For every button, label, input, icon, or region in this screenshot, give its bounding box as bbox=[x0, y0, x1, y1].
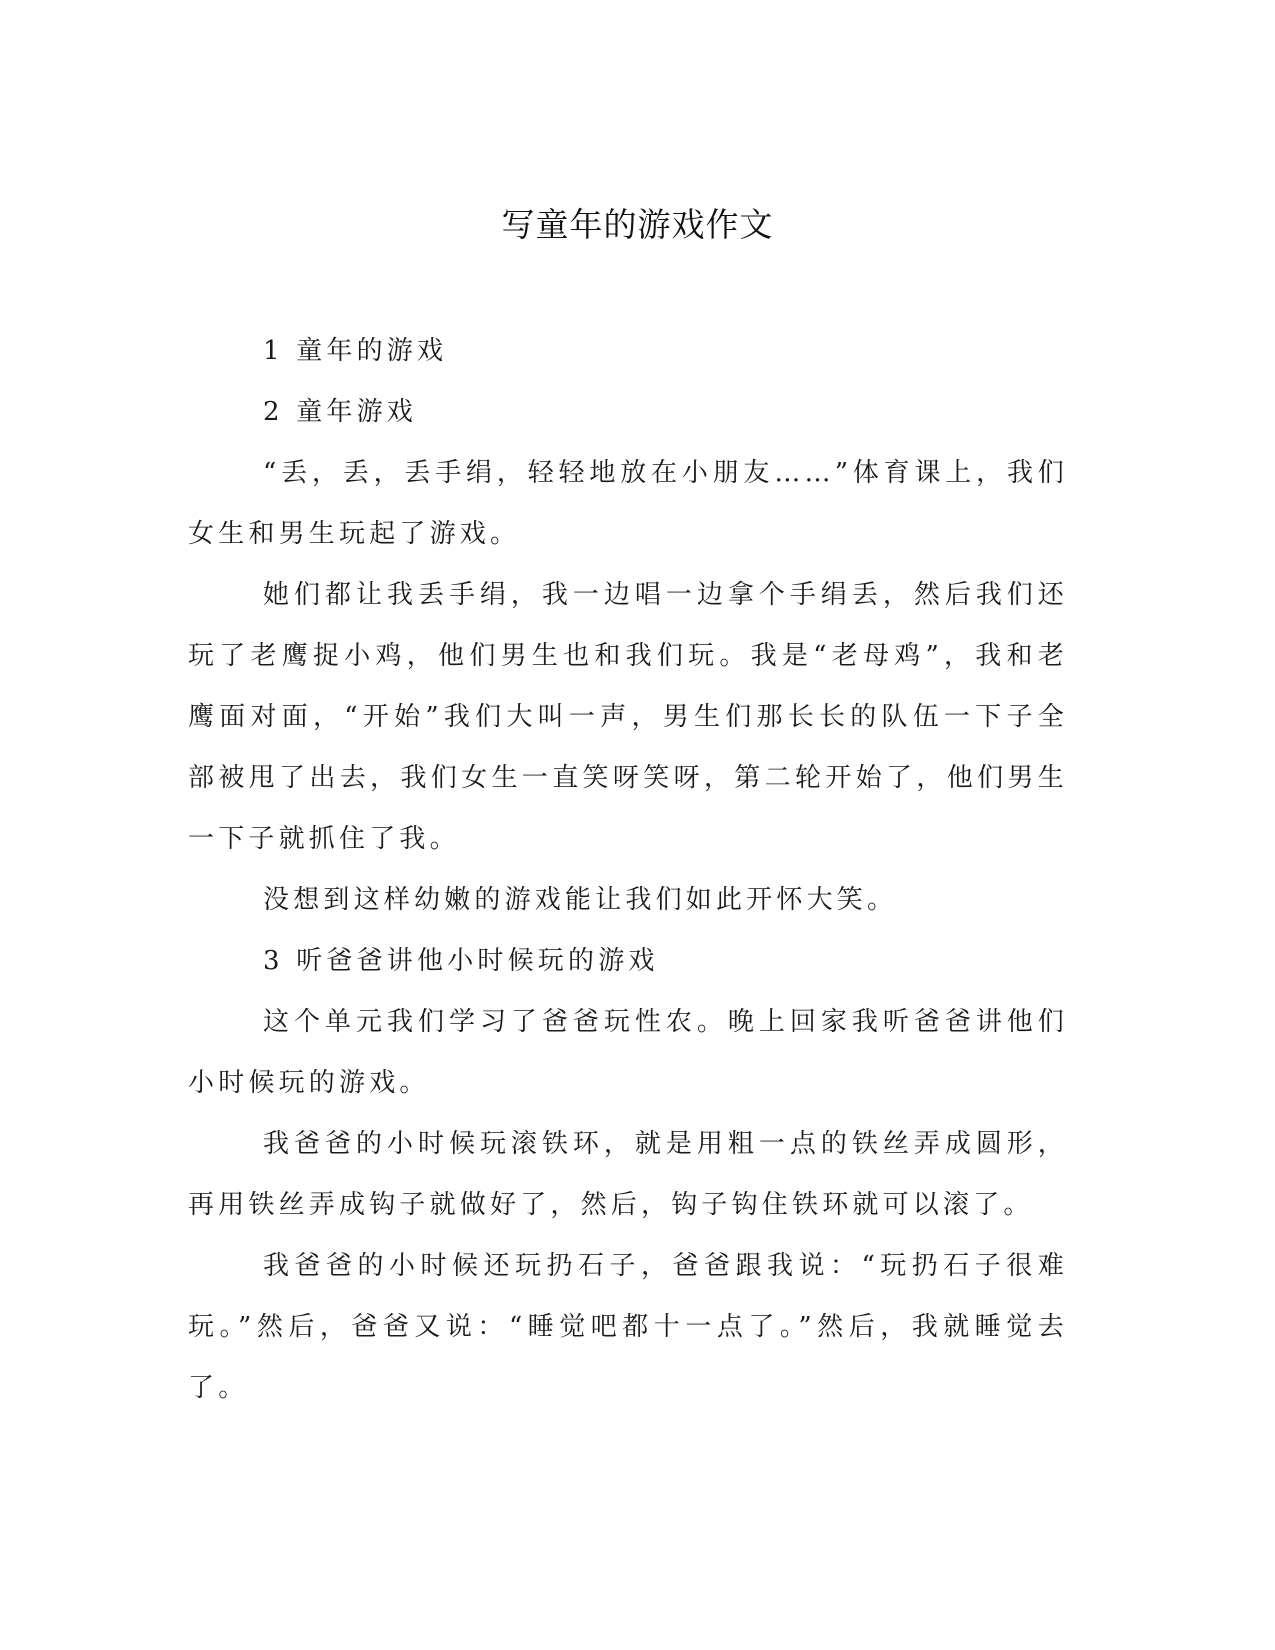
paragraph-eagle-chicks-game: 她们都让我丢手绢，我一边唱一边拿个手绢丢，然后我们还玩了老鹰捉小鸡，他们男生也和我们玩。我是“老母鸡”，我和老鹰面对面，“开始”我们大叫一声，男生们那长长的队伍一下子全部被甩了出去，我们女生一直笑呀笑呀，第二轮开始了，他们男生一下子就抓住了我。 bbox=[188, 580, 1068, 854]
paragraph-unit-intro: 这个单元我们学习了爸爸玩性农。晚上回家我听爸爸讲他们小时候玩的游戏。 bbox=[188, 1007, 1068, 1098]
paragraph-laughter: 没想到这样幼嫩的游戏能让我们如此开怀大笑。 bbox=[263, 885, 898, 915]
heading-childhood-game: 2 童年游戏 bbox=[263, 397, 418, 427]
heading-dad-games: 3 听爸爸讲他小时候玩的游戏 bbox=[263, 946, 659, 976]
document-body bbox=[188, 321, 1068, 1419]
paragraph-iron-hoop: 我爸爸的小时候玩滚铁环，就是用粗一点的铁丝弄成圆形，再用铁丝弄成钩子就做好了，然后，钩子钩住铁环就可以滚了。 bbox=[188, 1129, 1068, 1220]
heading-childhood-games: 1 童年的游戏 bbox=[263, 336, 448, 366]
document-title: 写童年的游戏作文 bbox=[501, 205, 774, 244]
paragraph-throwing-stones: 我爸爸的小时候还玩扔石子，爸爸跟我说：“玩扔石子很难玩。”然后，爸爸又说：“睡觉吧都十一点了。”然后，我就睡觉去了。 bbox=[188, 1251, 1068, 1403]
paragraph-handkerchief-game: “丢，丢，丢手绢，轻轻地放在小朋友……”体育课上，我们女生和男生玩起了游戏。 bbox=[188, 458, 1068, 549]
